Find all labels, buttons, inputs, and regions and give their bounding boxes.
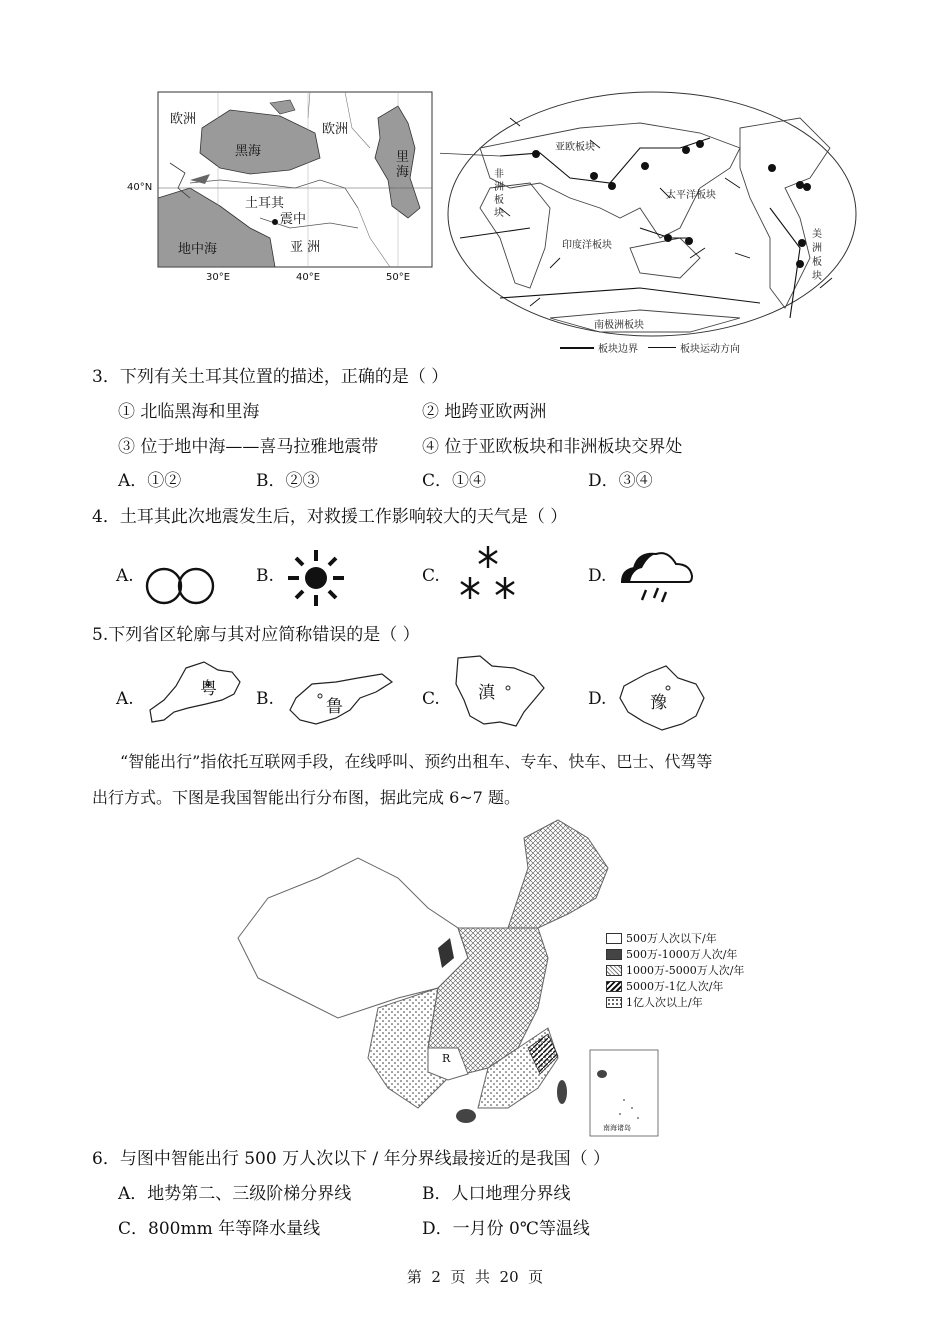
swatch-hatch xyxy=(606,981,622,992)
swatch-cross xyxy=(606,965,622,976)
q6-option-b[interactable]: B．人口地理分界线 xyxy=(422,1184,571,1204)
q4-option-d[interactable]: D. xyxy=(588,566,607,586)
q3-statement-1: ① 北临黑海和里海 xyxy=(118,402,260,422)
q5-option-a[interactable]: A. xyxy=(116,689,134,709)
arrow-icon xyxy=(648,347,676,348)
q4-stem: 4．土耳其此次地震发生后，对救援工作影响较大的天气是（ ） xyxy=(92,507,568,527)
inset-label: 南海诸岛 xyxy=(603,1124,631,1132)
abbr-yue: 粤 xyxy=(200,679,217,699)
page-footer: 第 2 页 共 20 页 xyxy=(406,1268,544,1286)
label-turkey: 土耳其 xyxy=(245,196,285,211)
label-black-sea: 黑海 xyxy=(235,144,262,159)
yunnan-outline xyxy=(452,654,548,730)
label-40e: 40°E xyxy=(296,272,321,283)
snow-icon xyxy=(456,544,520,602)
label-african-plate: 非洲板块 xyxy=(494,169,504,219)
q5-option-d[interactable]: D. xyxy=(588,689,607,709)
legend-text-4: 5000万-1亿人次/年 xyxy=(626,980,724,993)
r-province-label: R xyxy=(442,1052,451,1065)
legend-text-1: 500万人次以下/年 xyxy=(626,932,717,945)
boundary-line-icon xyxy=(560,347,594,349)
label-america-plate: 美洲板块 xyxy=(812,229,822,282)
china-map xyxy=(228,818,668,1140)
label-50e: 50°E xyxy=(386,272,411,283)
label-europe-east: 欧洲 xyxy=(322,122,349,137)
q3-option-c[interactable]: C．①④ xyxy=(422,471,487,491)
label-indian-plate: 印度洋板块 xyxy=(562,240,612,251)
legend-text-2: 500万-1000万人次/年 xyxy=(626,948,738,961)
label-mediterranean: 地中海 xyxy=(178,242,218,257)
guangdong-outline xyxy=(146,660,246,726)
label-40n: 40°N xyxy=(127,182,153,193)
q5-option-b[interactable]: B. xyxy=(256,689,274,709)
q3-option-a[interactable]: A．①② xyxy=(118,471,182,491)
label-antarctic-plate: 南极洲板块 xyxy=(594,320,644,331)
q5-option-c[interactable]: C. xyxy=(422,689,440,709)
q3-option-b[interactable]: B．②③ xyxy=(256,471,320,491)
legend-text-3: 1000万-5000万人次/年 xyxy=(626,964,745,977)
label-pacific-plate: 太平洋板块 xyxy=(666,190,716,201)
q4-option-b[interactable]: B. xyxy=(256,566,274,586)
q3-statement-4: ④ 位于亚欧板块和非洲板块交界处 xyxy=(422,437,683,457)
sunny-icon xyxy=(284,548,348,608)
q3-statement-2: ② 地跨亚欧两洲 xyxy=(422,402,547,422)
legend-boundary: 板块边界 xyxy=(598,344,638,355)
q3-statement-3: ③ 位于地中海——喜马拉雅地震带 xyxy=(118,437,379,457)
legend-item-2 xyxy=(606,946,737,962)
henan-outline xyxy=(616,664,708,732)
abbr-dian: 滇 xyxy=(478,683,495,703)
passage-line-2: 出行方式。下图是我国智能出行分布图，据此完成 6~7 题。 xyxy=(92,788,520,807)
q6-option-d[interactable]: D．一月份 0℃等温线 xyxy=(422,1219,590,1239)
legend-text-5: 1亿人次以上/年 xyxy=(626,996,703,1009)
q3-stem: 3．下列有关土耳其位置的描述，正确的是（ ） xyxy=(92,367,449,387)
q6-option-a[interactable]: A．地势第二、三级阶梯分界线 xyxy=(118,1184,352,1204)
epicenter-dot xyxy=(272,219,278,225)
passage-line-1: “智能出行”指依托互联网手段，在线呼叫、预约出租车、专车、快车、巴士、代驾等 xyxy=(120,752,713,771)
abbr-lu: 鲁 xyxy=(326,697,343,717)
label-caspian: 里海 xyxy=(396,150,410,180)
cloudy-overcast-icon xyxy=(144,566,218,606)
q4-option-a[interactable]: A. xyxy=(116,566,134,586)
turkey-map xyxy=(127,88,436,288)
q6-option-c[interactable]: C．800mm 年等降水量线 xyxy=(118,1219,321,1239)
legend-item-5 xyxy=(606,994,703,1010)
q5-stem: 5.下列省区轮廓与其对应简称错误的是（ ） xyxy=(92,625,420,645)
label-asia: 亚 洲 xyxy=(290,240,321,255)
plates-map xyxy=(440,88,860,358)
q3-option-d[interactable]: D．③④ xyxy=(588,471,653,491)
abbr-yu: 豫 xyxy=(650,693,667,713)
swatch-white xyxy=(606,933,622,944)
swatch-dots xyxy=(606,997,622,1008)
china-map-graphic xyxy=(228,818,668,1140)
legend-item-1 xyxy=(606,930,717,946)
swatch-dark xyxy=(606,949,622,960)
legend-direction: 板块运动方向 xyxy=(680,344,740,355)
q6-stem: 6．与图中智能出行 500 万人次以下 / 年分界线最接近的是我国（ ） xyxy=(92,1149,611,1169)
label-eurasian-plate: 亚欧板块 xyxy=(555,142,595,153)
shandong-outline xyxy=(286,672,396,728)
legend-item-3 xyxy=(606,962,744,978)
rain-icon xyxy=(618,548,696,606)
q4-option-c[interactable]: C. xyxy=(422,566,440,586)
label-30e: 30°E xyxy=(206,272,231,283)
label-europe-west: 欧洲 xyxy=(170,112,197,127)
legend-item-4 xyxy=(606,978,723,994)
label-epicenter: 震中 xyxy=(280,212,307,227)
plates-legend xyxy=(560,340,740,355)
